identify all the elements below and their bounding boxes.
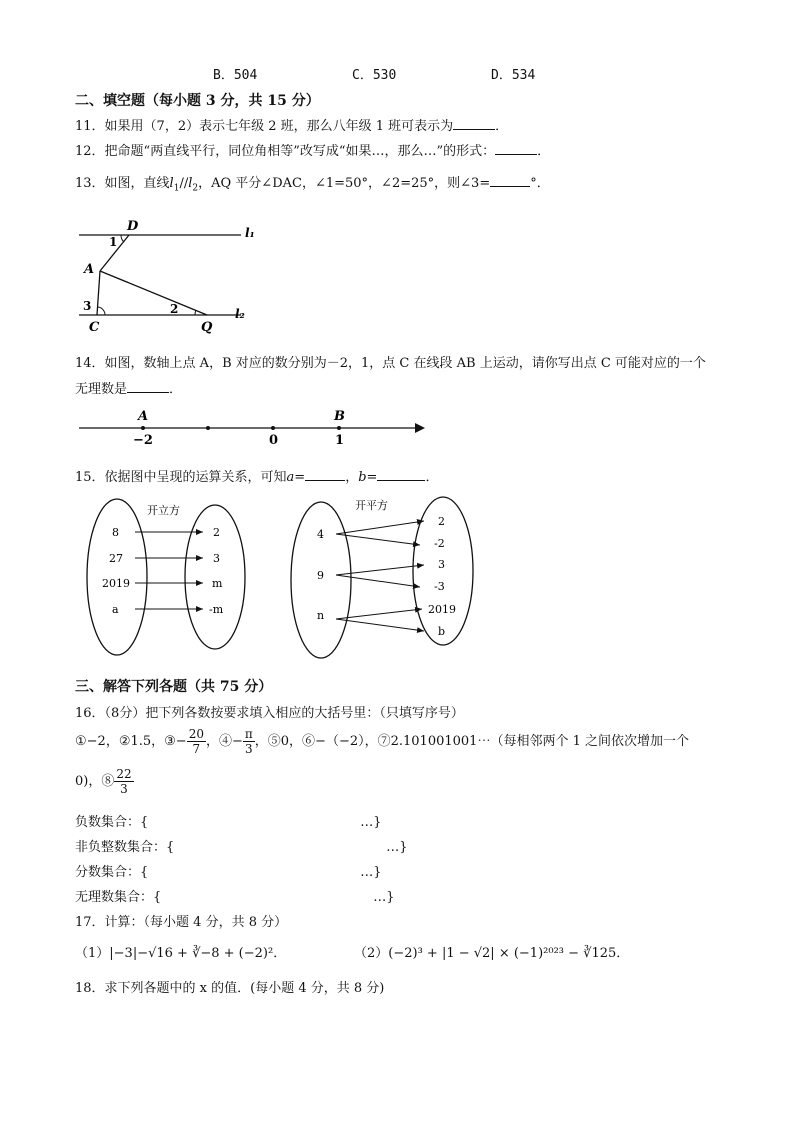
q16-n1: ①−2，②1.5，③−: [75, 734, 187, 749]
axis-arrow: [415, 423, 425, 433]
label-Q: Q: [201, 320, 213, 335]
q15-end: ．: [425, 470, 439, 485]
question-15: [75, 466, 438, 485]
cube-right-1: 3: [213, 552, 220, 565]
set-irrational: [75, 886, 395, 905]
fraction-den: 7: [192, 742, 201, 756]
label-0: 0: [269, 433, 279, 448]
sqrt-left-1: 9: [317, 569, 324, 582]
sqrt-arrow-0: [336, 521, 424, 534]
label-C: C: [89, 320, 100, 335]
fraction-den: 3: [120, 782, 128, 796]
q15-b-eq: b=: [358, 470, 378, 485]
set-negative: [75, 811, 382, 830]
fraction-20-7: [187, 727, 206, 756]
option-c: C．530: [352, 68, 397, 83]
q14-blank[interactable]: [127, 380, 169, 393]
sqrt-right-0: 2: [438, 515, 445, 528]
option-b: B．504: [213, 68, 258, 83]
segment-AC: [97, 271, 100, 315]
option-d: D．534: [491, 68, 536, 83]
set-end: …}: [386, 840, 408, 855]
set-label: 负数集合：{: [75, 815, 149, 830]
label-2: 2: [170, 302, 179, 316]
angle-1-arc: [121, 235, 124, 242]
q13-blank[interactable]: [490, 174, 530, 187]
question-17-part2: （2）(−2)³ + |1 − √2| × (−1)²⁰²³ − ∛125．: [354, 946, 630, 961]
q13-l1: l: [169, 176, 174, 191]
question-16-intro: 16．（8分）把下列各数按要求填入相应的大括号里：（只填写序号）: [75, 706, 464, 721]
segment-AQ: [100, 271, 207, 315]
q13-parallel: //: [179, 176, 189, 191]
question-17-part1: （1）|−3|−√16 + ∛−8 + (−2)²．: [75, 946, 287, 961]
q14-end: ．: [169, 382, 183, 397]
q11-text: 11．如果用（7，2）表示七年级 2 班，那么八年级 1 班可表示为: [75, 119, 454, 134]
section-3-title: 三、解答下列各题（共 75 分）: [75, 679, 273, 695]
fraction-22-3: [114, 767, 133, 796]
label-B: B: [334, 409, 345, 424]
q15-text: 15．依据图中呈现的运算关系，可知: [75, 470, 287, 485]
figure-15-square-root: [288, 495, 478, 665]
label-neg2: −2: [133, 433, 153, 448]
q13-mid: ，AQ 平分∠DAC，∠1=50°，∠2=25°，则∠3=: [198, 176, 491, 191]
set-blank[interactable]: [161, 889, 373, 901]
cube-left-1: 27: [109, 552, 123, 565]
q15-a-eq: a=: [286, 470, 306, 485]
q15-a-blank[interactable]: [305, 468, 345, 481]
cube-left-0: 8: [112, 526, 119, 539]
cube-right-3: -m: [209, 603, 224, 616]
cube-left-2: 2019: [102, 577, 130, 590]
q15-sep: ，: [345, 470, 359, 485]
q16-n4pre: ，④−: [205, 734, 243, 749]
label-1: 1: [335, 433, 345, 448]
fraction-num: 22: [116, 767, 132, 781]
set-end: …}: [360, 865, 382, 880]
q11-end: ．: [495, 119, 509, 134]
figure-14-number-line: [75, 402, 435, 452]
q13-l1-sub: 1: [173, 183, 180, 194]
q16-n5: ，⑤0，⑥−（−2），⑦2.101001001⋯（每相邻两个 1 之间依次增加一个: [254, 734, 689, 749]
sqrt-left-0: 4: [317, 528, 324, 541]
label-l2: l₂: [235, 307, 245, 321]
question-14-line2: [75, 378, 182, 397]
set-end: …}: [360, 815, 382, 830]
set-nonnegative-integer: [75, 836, 408, 855]
sqrt-left-2: n: [317, 609, 325, 622]
sqrt-right-3: -3: [434, 580, 445, 593]
label-l1: l₁: [245, 226, 255, 240]
question-17-title: 17．计算：（每小题 4 分，共 8 分）: [75, 915, 288, 930]
q12-text: 12．把命题“两直线平行，同位角相等”改写成“如果…，那么…”的形式：: [75, 144, 496, 159]
sqrt-title: 开平方: [355, 499, 388, 512]
fraction-pi-3: [243, 727, 255, 756]
set-blank[interactable]: [148, 814, 360, 826]
sqrt-arrow-3: [336, 575, 420, 587]
label-A: A: [84, 262, 95, 277]
set-end: …}: [373, 890, 395, 905]
fraction-num: 20: [188, 727, 204, 741]
q16-n8pre: 0)，⑧: [75, 774, 115, 789]
sqrt-arrow-2: [336, 565, 424, 575]
cube-right-0: 2: [213, 526, 220, 539]
cube-right-2: m: [212, 577, 223, 590]
set-fraction: [75, 861, 382, 880]
q15-b-blank[interactable]: [377, 468, 425, 481]
point-A: [141, 426, 145, 430]
set-label: 无理数集合：{: [75, 890, 162, 905]
figure-13: [75, 215, 275, 340]
q14-text: 无理数是: [75, 382, 128, 397]
tick-0: [271, 426, 275, 430]
label-D: D: [127, 219, 139, 234]
q13-l2-sub: 2: [192, 183, 199, 194]
question-14-line1: 14．如图，数轴上点 A，B 对应的数分别为－2，1，点 C 在线段 AB 上运动，请你写出点 C 可能对应的一个: [75, 356, 706, 371]
set-blank[interactable]: [148, 864, 360, 876]
question-16-numbers: [75, 724, 689, 760]
tick-neg1: [206, 426, 210, 430]
q13-end: °．: [530, 176, 550, 191]
sqrt-arrow-1: [336, 534, 420, 545]
label-1: 1: [109, 235, 118, 249]
q13-l2: l: [188, 176, 193, 191]
question-11: [75, 115, 508, 134]
set-blank[interactable]: [174, 839, 386, 851]
cube-title: 开立方: [147, 504, 180, 517]
fraction-num: π: [244, 727, 253, 741]
sqrt-arrow-5: [336, 619, 424, 631]
section-2-title: 二、填空题（每小题 3 分，共 15 分）: [75, 93, 320, 109]
q13-prefix: 13．如图，直线: [75, 176, 170, 191]
point-B: [337, 426, 341, 430]
sqrt-right-2: 3: [438, 558, 445, 571]
q12-blank[interactable]: [495, 142, 537, 155]
sqrt-right-1: -2: [434, 537, 445, 550]
set-label: 分数集合：{: [75, 865, 149, 880]
sqrt-right-5: b: [438, 625, 446, 638]
q12-end: ．: [537, 144, 551, 159]
figure-15-cube-root: [85, 495, 260, 665]
q11-blank[interactable]: [453, 117, 495, 130]
cube-left-3: a: [112, 603, 119, 616]
question-13: [75, 172, 550, 194]
question-18: 18．求下列各题中的 x 的值．(每小题 4 分，共 8 分): [75, 981, 385, 996]
label-3: 3: [83, 299, 92, 313]
sqrt-right-4: 2019: [428, 603, 456, 616]
angle-3-arc: [98, 307, 105, 315]
fraction-den: 3: [245, 742, 253, 756]
label-A: A: [138, 409, 149, 424]
question-16-numbers-line2: [75, 764, 134, 800]
set-label: 非负整数集合：{: [75, 840, 175, 855]
question-12: [75, 140, 550, 159]
